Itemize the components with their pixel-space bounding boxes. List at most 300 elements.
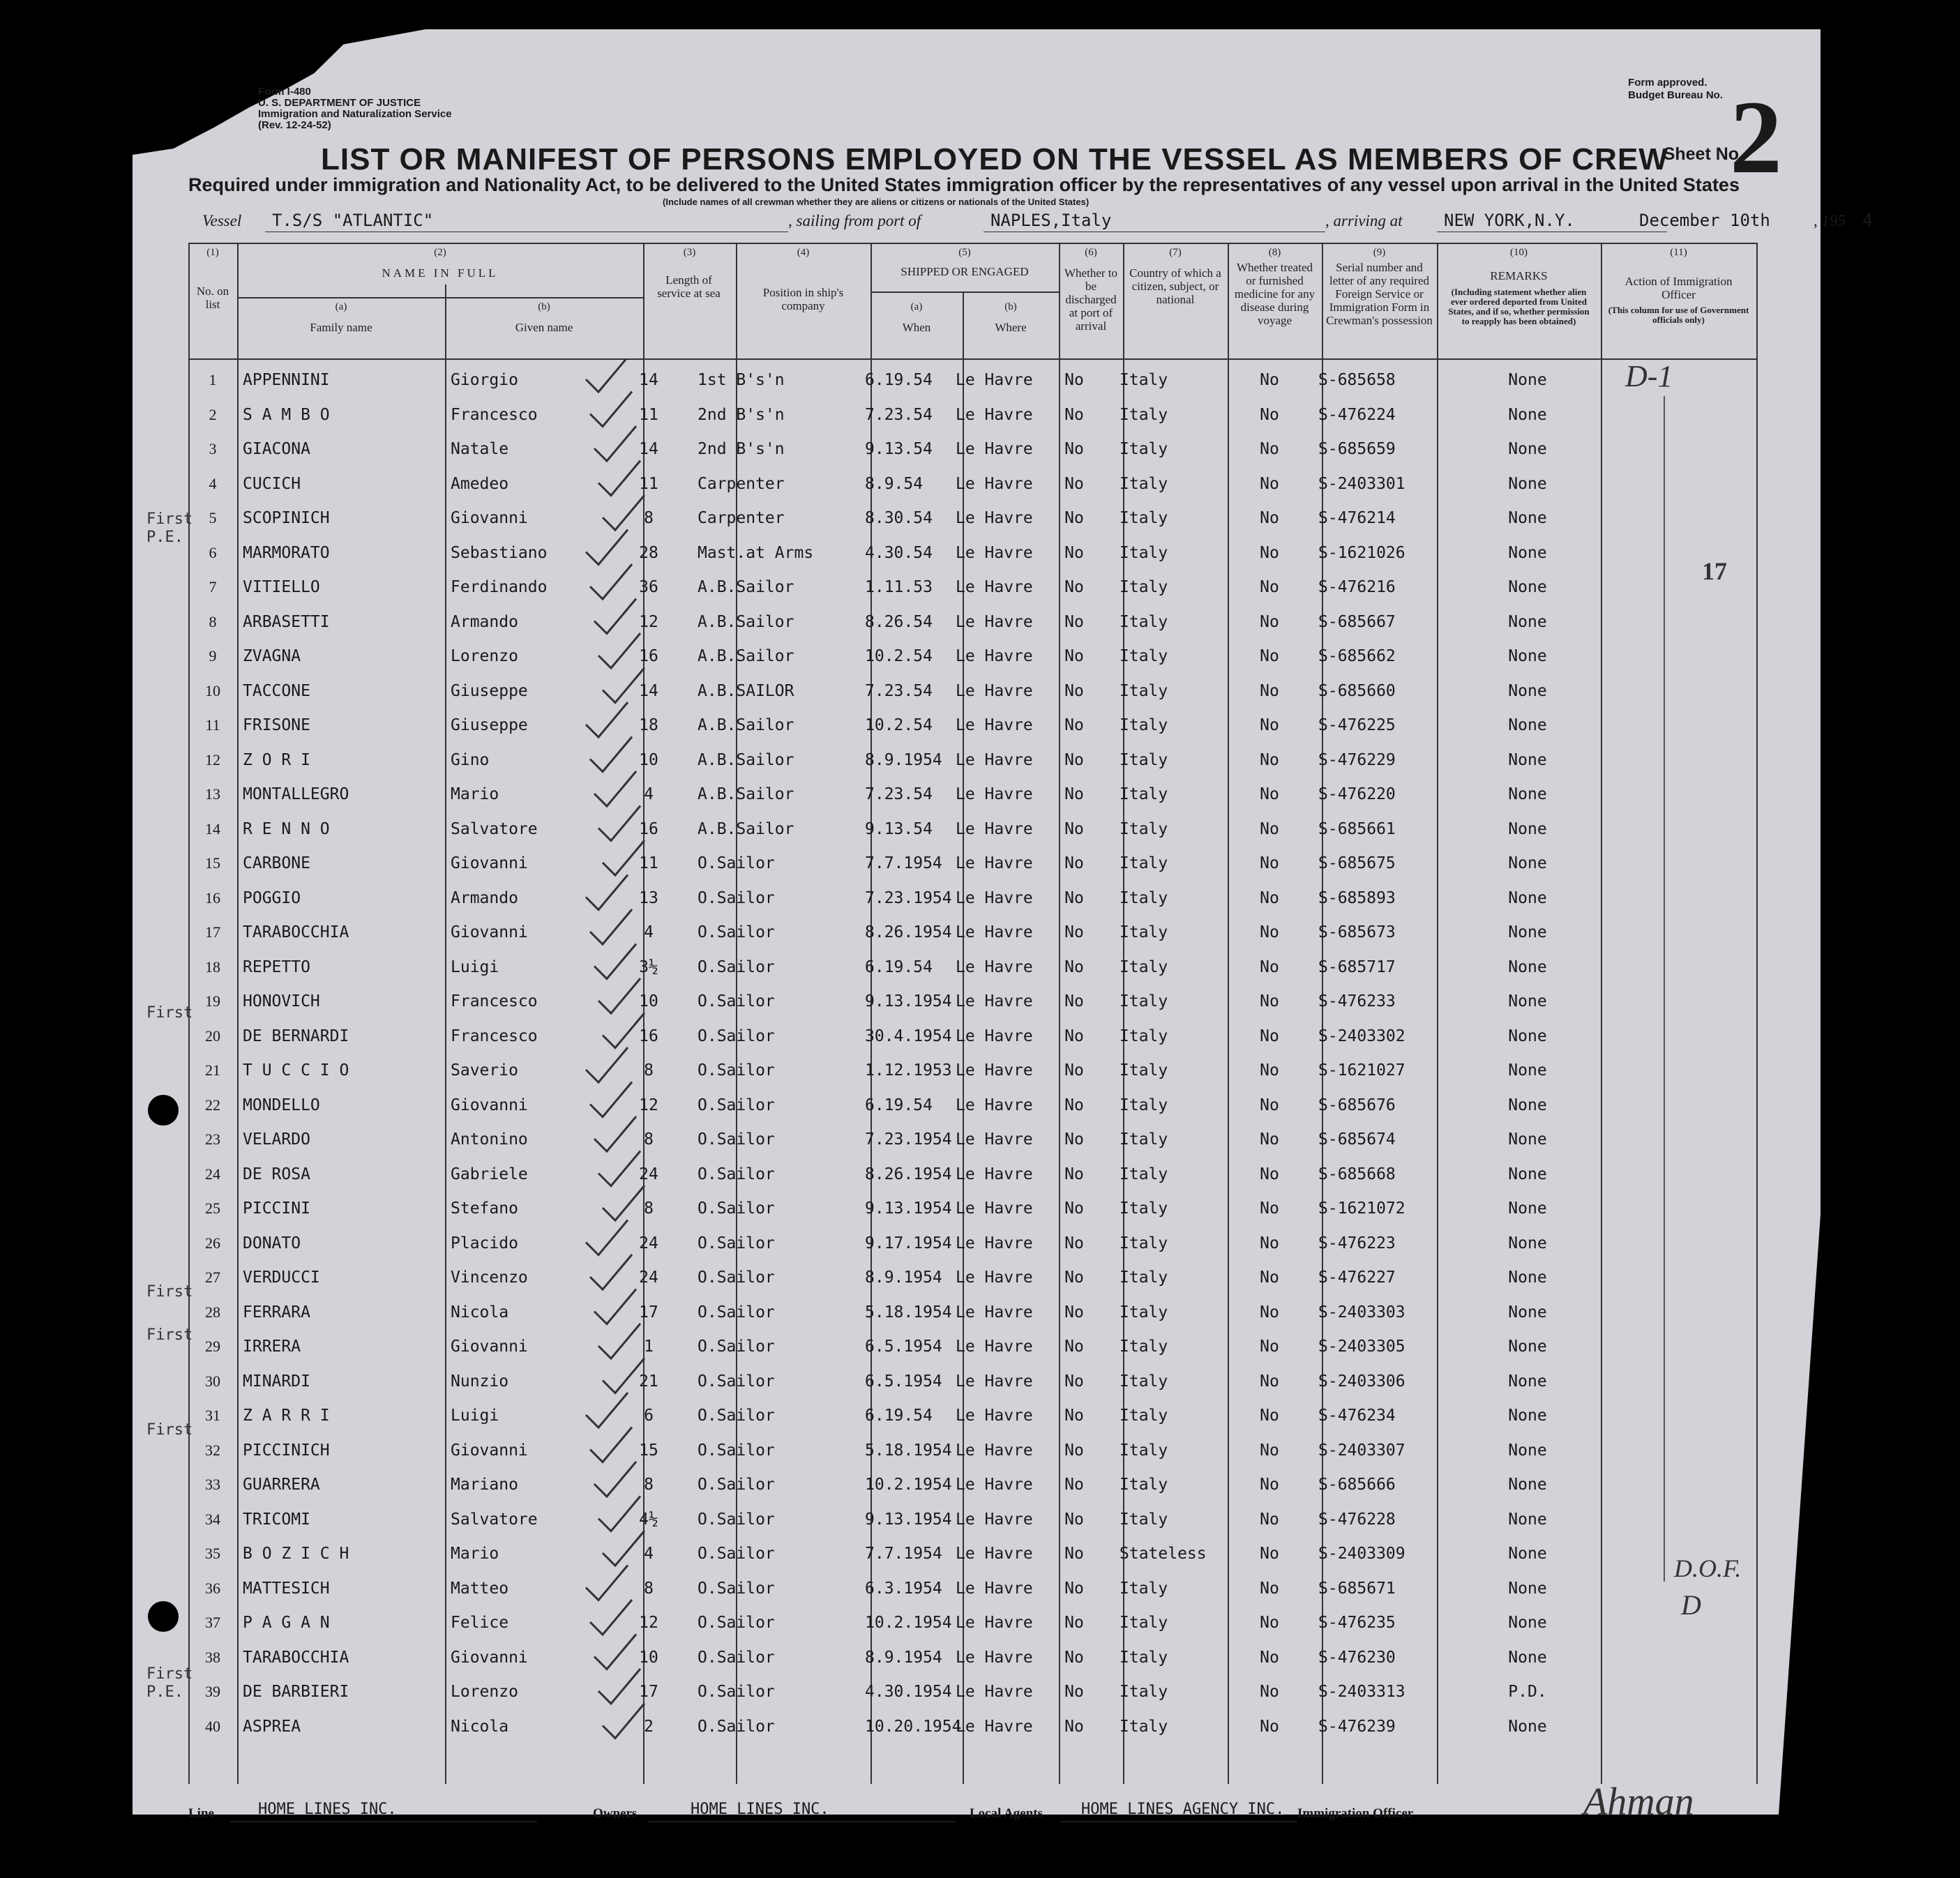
check-mark	[603, 1704, 644, 1739]
length-of-service-cell: 16	[639, 647, 658, 665]
crew-table	[188, 243, 1758, 1784]
table-row	[188, 363, 1758, 397]
family-name-cell: TACCONE	[243, 681, 310, 700]
remarks-cell: None	[1508, 1579, 1547, 1598]
length-of-service-cell: 8	[644, 1476, 654, 1494]
shipped-when-cell: 7.23.54	[865, 405, 933, 424]
table-row	[188, 501, 1758, 536]
medicine-cell: No	[1260, 750, 1279, 769]
discharged-cell: No	[1064, 957, 1084, 976]
header-c1-num: (1)	[206, 247, 219, 258]
serial-number-cell: S-2403301	[1318, 474, 1405, 493]
given-name-cell: Nicola	[451, 1303, 509, 1322]
row-number-cell: 34	[205, 1510, 220, 1528]
position-cell: O.Sailor	[698, 923, 775, 941]
check-mark	[603, 668, 644, 703]
country-cell: Italy	[1120, 1234, 1168, 1252]
table-row	[188, 570, 1758, 605]
shipped-when-cell: 7.7.1954	[865, 854, 942, 872]
row-number-cell: 36	[205, 1579, 220, 1597]
shipped-where-cell: Le Havre	[956, 1199, 1033, 1218]
family-name-cell: MARMORATO	[243, 543, 330, 562]
length-of-service-cell: 3½	[639, 957, 658, 976]
shipped-when-cell: 8.9.1954	[865, 1269, 942, 1287]
given-name-cell: Nicola	[451, 1717, 509, 1736]
shipped-where-cell: Le Havre	[956, 474, 1033, 493]
check-mark	[586, 1566, 628, 1600]
table-row	[188, 1329, 1758, 1364]
length-of-service-cell: 15	[639, 1441, 658, 1460]
position-cell: O.Sailor	[698, 1269, 775, 1287]
check-mark	[598, 1151, 640, 1186]
medicine-cell: No	[1260, 1130, 1279, 1149]
margin-note-first-39: First	[146, 1665, 193, 1683]
shipped-where-cell: Le Havre	[956, 1510, 1033, 1529]
remarks-cell: None	[1508, 509, 1547, 527]
header-c2a-num: (a)	[335, 301, 347, 312]
row-number-cell: 35	[205, 1545, 220, 1562]
check-marks	[579, 358, 663, 1753]
length-of-service-cell: 18	[639, 716, 658, 734]
check-mark	[598, 1669, 640, 1704]
table-row	[188, 1605, 1758, 1640]
table-row	[188, 1467, 1758, 1502]
check-mark	[603, 1358, 644, 1393]
serial-number-cell: S-476214	[1318, 509, 1396, 527]
given-name-cell: Matteo	[451, 1579, 509, 1598]
page-edge	[1779, 1215, 1820, 1815]
country-cell: Italy	[1120, 681, 1168, 700]
shipped-when-cell: 8.26.54	[865, 612, 933, 631]
shipped-where-cell: Le Havre	[956, 1096, 1033, 1114]
remarks-cell: P.D.	[1508, 1683, 1547, 1701]
shipped-where-cell: Le Havre	[956, 1234, 1033, 1252]
position-cell: A.B.SAILOR	[698, 681, 794, 700]
medicine-cell: No	[1260, 1614, 1279, 1632]
remarks-cell: None	[1508, 1061, 1547, 1080]
date-value: December 10th	[1639, 211, 1770, 230]
remarks-cell: None	[1508, 992, 1547, 1010]
serial-number-cell: S-685674	[1318, 1130, 1396, 1149]
country-cell: Italy	[1120, 1407, 1168, 1425]
row-number-cell: 39	[205, 1683, 220, 1700]
shipped-where-cell: Le Havre	[956, 785, 1033, 803]
row-number-cell: 21	[205, 1061, 220, 1079]
shipped-where-cell: Le Havre	[956, 647, 1033, 665]
discharged-cell: No	[1064, 888, 1084, 907]
position-cell: Mast.at Arms	[698, 543, 814, 562]
budget-bureau: Budget Bureau No.	[1628, 89, 1723, 101]
serial-number-cell: S-2403313	[1318, 1683, 1405, 1701]
row-number-cell: 4	[209, 474, 217, 492]
header-shipped: SHIPPED OR ENGAGED	[900, 265, 1029, 278]
length-of-service-cell: 14	[639, 440, 658, 458]
row-number-cell: 30	[205, 1372, 220, 1390]
family-name-cell: DE BERNARDI	[243, 1027, 349, 1045]
footer-agents-label: Local Agents	[970, 1806, 1043, 1821]
country-cell: Italy	[1120, 509, 1168, 527]
discharged-cell: No	[1064, 750, 1084, 769]
family-name-cell: TARABOCCHIA	[243, 1648, 349, 1667]
shipped-when-cell: 4.30.54	[865, 543, 933, 562]
position-cell: O.Sailor	[698, 1648, 775, 1667]
medicine-cell: No	[1260, 1027, 1279, 1045]
table-row	[188, 639, 1758, 674]
family-name-cell: TRICOMI	[243, 1510, 310, 1529]
length-of-service-cell: 11	[639, 405, 658, 424]
header-remarks-note: (Including statement whether alien ever ordered deported from United States, and if so, whether permission to reapply has been obtained)	[1448, 287, 1590, 326]
position-cell: O.Sailor	[698, 1165, 775, 1183]
family-name-cell: ASPREA	[243, 1717, 301, 1736]
table-row	[188, 1571, 1758, 1606]
remarks-cell: None	[1508, 1441, 1547, 1460]
table-row	[188, 777, 1758, 812]
check-mark	[594, 1116, 636, 1151]
row-number-cell: 12	[205, 750, 220, 768]
check-mark	[586, 1047, 628, 1082]
length-of-service-cell: 8	[644, 1199, 654, 1218]
position-cell: O.Sailor	[698, 1027, 775, 1045]
shipped-when-cell: 8.30.54	[865, 509, 933, 527]
serial-number-cell: S-685667	[1318, 612, 1396, 631]
shipped-where-cell: Le Havre	[956, 1130, 1033, 1149]
length-of-service-cell: 6	[644, 1407, 654, 1425]
shipped-when-cell: 9.13.1954	[865, 992, 952, 1010]
shipped-when-cell: 7.23.54	[865, 681, 933, 700]
header-no-on-list: No. on list	[196, 285, 229, 311]
country-cell: Italy	[1120, 1476, 1168, 1494]
position-cell: O.Sailor	[698, 1614, 775, 1632]
position-cell: A.B.Sailor	[698, 612, 794, 631]
length-of-service-cell: 28	[639, 543, 658, 562]
check-mark	[586, 875, 628, 910]
serial-number-cell: S-685666	[1318, 1476, 1396, 1494]
family-name-cell: DONATO	[243, 1234, 301, 1252]
form-department: U. S. DEPARTMENT OF JUSTICE	[258, 97, 421, 109]
discharged-cell: No	[1064, 1476, 1084, 1494]
length-of-service-cell: 8	[644, 509, 654, 527]
serial-number-cell: S-476225	[1318, 716, 1396, 734]
row-number-cell: 16	[205, 888, 220, 907]
family-name-cell: VITIELLO	[243, 578, 320, 596]
shipped-where-cell: Le Havre	[956, 819, 1033, 838]
shipped-when-cell: 10.2.1954	[865, 1476, 952, 1494]
length-of-service-cell: 21	[639, 1372, 658, 1391]
given-name-cell: Giovanni	[451, 923, 528, 941]
shipped-where-cell: Le Havre	[956, 1579, 1033, 1598]
given-name-cell: Felice	[451, 1614, 509, 1632]
medicine-cell: No	[1260, 681, 1279, 700]
given-name-cell: Lorenzo	[451, 647, 518, 665]
table-row	[188, 1674, 1758, 1709]
year-suffix: 4	[1862, 211, 1873, 230]
shipped-when-cell: 10.2.54	[865, 647, 933, 665]
discharged-cell: No	[1064, 819, 1084, 838]
family-name-cell: R E N N O	[243, 819, 330, 838]
position-cell: O.Sailor	[698, 1130, 775, 1149]
remarks-cell: None	[1508, 371, 1547, 389]
family-name-cell: MONDELLO	[243, 1096, 320, 1114]
discharged-cell: No	[1064, 1130, 1084, 1149]
serial-number-cell: S-685661	[1318, 819, 1396, 838]
header-c6-num: (6)	[1085, 247, 1097, 258]
table-row	[188, 1502, 1758, 1537]
check-mark	[590, 1600, 632, 1635]
given-name-cell: Armando	[451, 888, 518, 907]
serial-number-cell: S-476220	[1318, 785, 1396, 803]
table-row	[188, 432, 1758, 467]
discharged-cell: No	[1064, 371, 1084, 389]
footer-line-label: Line	[188, 1806, 214, 1821]
check-mark	[586, 1220, 628, 1255]
shipped-when-cell: 7.23.54	[865, 785, 933, 803]
position-cell: O.Sailor	[698, 992, 775, 1010]
remarks-cell: None	[1508, 1165, 1547, 1183]
discharged-cell: No	[1064, 1234, 1084, 1252]
remarks-cell: None	[1508, 716, 1547, 734]
country-cell: Italy	[1120, 474, 1168, 493]
table-row	[188, 1536, 1758, 1571]
header-family-name: Family name	[310, 321, 372, 334]
length-of-service-cell: 11	[639, 474, 658, 493]
family-name-cell: HONOVICH	[243, 992, 320, 1010]
shipped-where-cell: Le Havre	[956, 440, 1033, 458]
serial-number-cell: S-2403306	[1318, 1372, 1405, 1391]
country-cell: Italy	[1120, 612, 1168, 631]
serial-number-cell: S-685671	[1318, 1579, 1396, 1598]
footer-owners-label: Owners	[593, 1806, 638, 1821]
sheet-number: 2	[1730, 79, 1782, 195]
discharged-cell: No	[1064, 1683, 1084, 1701]
shipped-when-cell: 8.9.1954	[865, 1648, 942, 1667]
row-number-cell: 13	[205, 785, 220, 803]
margin-note-first-29: First	[146, 1326, 193, 1344]
position-cell: 2nd B's'n	[698, 440, 785, 458]
shipped-where-cell: Le Havre	[956, 1303, 1033, 1322]
header-medicine: Whether treated or furnished medicine for any disease during voyage	[1234, 261, 1316, 327]
position-cell: A.B.Sailor	[698, 785, 794, 803]
discharged-cell: No	[1064, 612, 1084, 631]
length-of-service-cell: 12	[639, 1614, 658, 1632]
header-remarks: REMARKS	[1490, 269, 1548, 282]
serial-number-cell: S-685675	[1318, 854, 1396, 872]
family-name-cell: FRISONE	[243, 716, 310, 734]
row-number-cell: 11	[205, 716, 220, 734]
serial-number-cell: S-476229	[1318, 750, 1396, 769]
manifest-footer	[188, 1780, 1793, 1835]
header-position: Position in ship's company	[762, 286, 844, 312]
given-name-cell: Gabriele	[451, 1165, 528, 1183]
margin-note-first-28: First	[146, 1283, 193, 1301]
check-mark	[603, 495, 644, 530]
family-name-cell: P A G A N	[243, 1614, 330, 1632]
check-mark	[603, 1531, 644, 1566]
serial-number-cell: S-685668	[1318, 1165, 1396, 1183]
shipped-when-cell: 7.23.1954	[865, 1130, 952, 1149]
serial-number-cell: S-476224	[1318, 405, 1396, 424]
remarks-cell: None	[1508, 1234, 1547, 1252]
medicine-cell: No	[1260, 509, 1279, 527]
check-mark	[586, 1393, 628, 1428]
length-of-service-cell: 4½	[639, 1510, 658, 1529]
position-cell: O.Sailor	[698, 1683, 775, 1701]
country-cell: Italy	[1120, 1027, 1168, 1045]
shipped-where-cell: Le Havre	[956, 1717, 1033, 1736]
length-of-service-cell: 2	[644, 1717, 654, 1736]
discharged-cell: No	[1064, 785, 1084, 803]
shipped-where-cell: Le Havre	[956, 1545, 1033, 1563]
header-c3-num: (3)	[683, 247, 696, 258]
given-name-cell: Luigi	[451, 1407, 499, 1425]
shipped-where-cell: Le Havre	[956, 750, 1033, 769]
discharged-cell: No	[1064, 923, 1084, 941]
length-of-service-cell: 11	[639, 854, 658, 872]
position-cell: A.B.Sailor	[698, 647, 794, 665]
discharged-cell: No	[1064, 578, 1084, 596]
given-name-cell: Giovanni	[451, 1096, 528, 1114]
row-number-cell: 38	[205, 1648, 220, 1666]
family-name-cell: VELARDO	[243, 1130, 310, 1149]
family-name-cell: PICCINI	[243, 1199, 310, 1218]
serial-number-cell: S-1621026	[1318, 543, 1405, 562]
serial-number-cell: S-1621027	[1318, 1061, 1405, 1080]
table-row	[188, 1157, 1758, 1192]
medicine-cell: No	[1260, 992, 1279, 1010]
serial-number-cell: S-476227	[1318, 1269, 1396, 1287]
length-of-service-cell: 4	[644, 923, 654, 941]
position-cell: O.Sailor	[698, 1407, 775, 1425]
medicine-cell: No	[1260, 888, 1279, 907]
margin-note-pe-6: P.E.	[146, 529, 183, 546]
serial-number-cell: S-476239	[1318, 1717, 1396, 1736]
medicine-cell: No	[1260, 1510, 1279, 1529]
remarks-cell: None	[1508, 1510, 1547, 1529]
country-cell: Italy	[1120, 1199, 1168, 1218]
shipped-where-cell: Le Havre	[956, 371, 1033, 389]
shipped-when-cell: 1.11.53	[865, 578, 933, 596]
length-of-service-cell: 36	[639, 578, 658, 596]
serial-number-cell: S-476235	[1318, 1614, 1396, 1632]
discharged-cell: No	[1064, 1061, 1084, 1080]
row-number-cell: 14	[205, 819, 220, 838]
position-cell: 1st B's'n	[698, 371, 785, 389]
remarks-cell: None	[1508, 1476, 1547, 1494]
family-name-cell: MONTALLEGRO	[243, 785, 349, 803]
serial-number-cell: S-476230	[1318, 1648, 1396, 1667]
medicine-cell: No	[1260, 1441, 1279, 1460]
given-name-cell: Mario	[451, 785, 499, 803]
table-row	[188, 1260, 1758, 1295]
length-of-service-cell: 10	[639, 992, 658, 1010]
family-name-cell: VERDUCCI	[243, 1269, 320, 1287]
row-number-cell: 2	[209, 405, 217, 423]
header-when: When	[902, 321, 931, 334]
row-number-cell: 29	[205, 1338, 220, 1355]
country-cell: Italy	[1120, 543, 1168, 562]
check-mark	[586, 358, 628, 392]
length-of-service-cell: 17	[639, 1683, 658, 1701]
medicine-cell: No	[1260, 1545, 1279, 1563]
shipped-when-cell: 8.9.1954	[865, 750, 942, 769]
table-row	[188, 1709, 1758, 1744]
given-name-cell: Sebastiano	[451, 543, 548, 562]
shipped-where-cell: Le Havre	[956, 1648, 1033, 1667]
remarks-cell: None	[1508, 750, 1547, 769]
country-cell: Italy	[1120, 1338, 1168, 1356]
remarks-cell: None	[1508, 1717, 1547, 1736]
medicine-cell: No	[1260, 543, 1279, 562]
shipped-where-cell: Le Havre	[956, 1338, 1033, 1356]
shipped-when-cell: 30.4.1954	[865, 1027, 952, 1045]
length-of-service-cell: 12	[639, 1096, 658, 1114]
shipped-when-cell: 6.5.1954	[865, 1372, 942, 1391]
medicine-cell: No	[1260, 371, 1279, 389]
medicine-cell: No	[1260, 819, 1279, 838]
medicine-cell: No	[1260, 1407, 1279, 1425]
check-mark	[598, 1324, 640, 1358]
length-of-service-cell: 17	[639, 1303, 658, 1322]
length-of-service-cell: 8	[644, 1130, 654, 1149]
row-number-cell: 8	[209, 612, 217, 630]
arriving-label: , arriving at	[1325, 212, 1403, 229]
table-row	[188, 984, 1758, 1019]
punch-hole	[148, 1601, 179, 1632]
shipped-when-cell: 4.30.1954	[865, 1683, 952, 1701]
shipped-where-cell: Le Havre	[956, 405, 1033, 424]
family-name-cell: TARABOCCHIA	[243, 923, 349, 941]
check-mark	[586, 530, 628, 565]
check-mark	[594, 1462, 636, 1497]
medicine-cell: No	[1260, 1165, 1279, 1183]
shipped-when-cell: 8.26.1954	[865, 923, 952, 941]
table-row	[188, 1191, 1758, 1226]
header-c8-num: (8)	[1268, 247, 1281, 258]
family-name-cell: Z O R I	[243, 750, 310, 769]
given-name-cell: Mariano	[451, 1476, 518, 1494]
row-number-cell: 9	[209, 647, 217, 665]
row-number-cell: 5	[209, 509, 217, 527]
medicine-cell: No	[1260, 1717, 1279, 1736]
serial-number-cell: S-685893	[1318, 888, 1396, 907]
form-number: Form I-480	[258, 86, 311, 98]
header-where: Where	[995, 321, 1027, 334]
check-mark	[594, 426, 636, 461]
shipped-where-cell: Le Havre	[956, 1165, 1033, 1183]
table-row	[188, 950, 1758, 985]
country-cell: Italy	[1120, 1441, 1168, 1460]
position-cell: A.B.Sailor	[698, 819, 794, 838]
country-cell: Italy	[1120, 1269, 1168, 1287]
shipped-where-cell: Le Havre	[956, 1061, 1033, 1080]
medicine-cell: No	[1260, 1199, 1279, 1218]
shipped-when-cell: 5.18.1954	[865, 1441, 952, 1460]
country-cell: Italy	[1120, 819, 1168, 838]
given-name-cell: Vincenzo	[451, 1269, 528, 1287]
medicine-cell: No	[1260, 1648, 1279, 1667]
shipped-where-cell: Le Havre	[956, 957, 1033, 976]
given-name-cell: Francesco	[451, 992, 538, 1010]
remarks-cell: None	[1508, 440, 1547, 458]
header-c5a-num: (a)	[910, 301, 923, 312]
footer-officer-label: Immigration Officer	[1297, 1806, 1414, 1821]
position-cell: Carpenter	[698, 474, 785, 493]
given-name-cell: Stefano	[451, 1199, 518, 1218]
country-cell: Stateless	[1120, 1545, 1207, 1563]
page-subnote: (Include names of all crewman whether they are aliens or citizens or nationals of the United States)	[663, 197, 1090, 207]
serial-number-cell: S-1621072	[1318, 1199, 1405, 1218]
family-name-cell: ARBASETTI	[243, 612, 330, 631]
family-name-cell: S A M B O	[243, 405, 330, 424]
